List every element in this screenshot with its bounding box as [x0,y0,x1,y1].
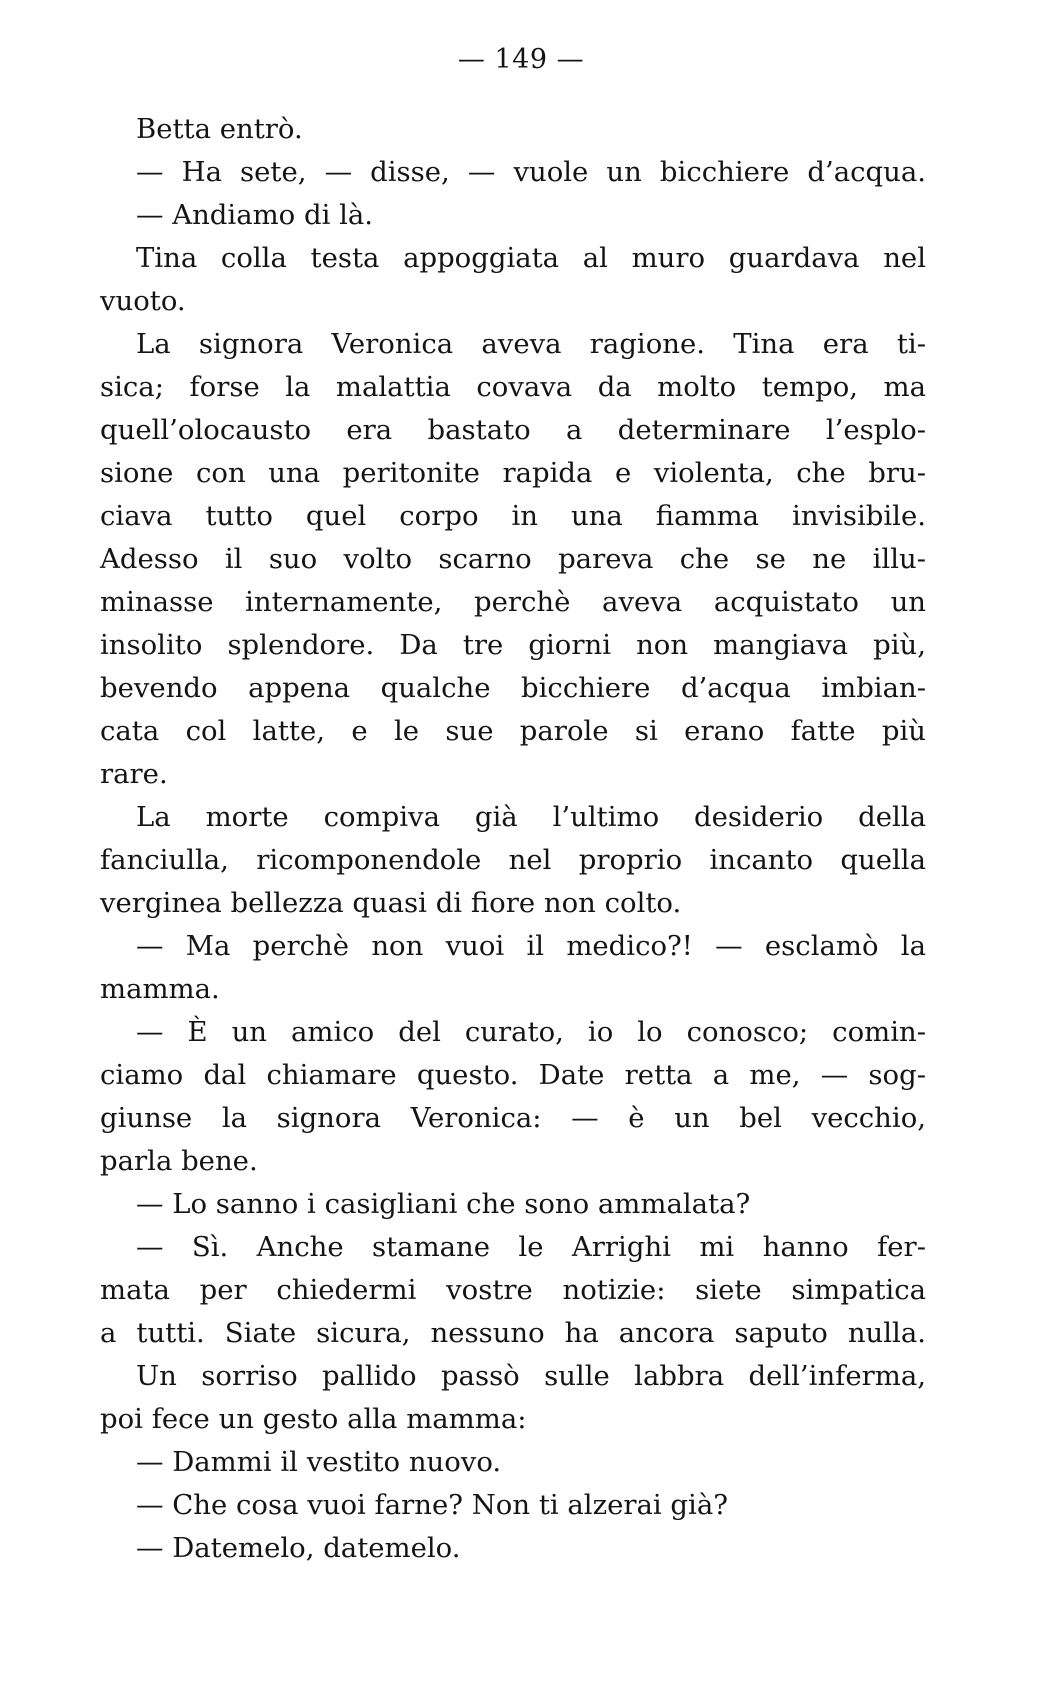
text-line: cata col latte, e le sue parole si erano fatte più [100,715,926,747]
body-text [100,108,926,1570]
text-line: a tutti. Siate sicura, nessuno ha ancora saputo nulla. [100,1317,926,1349]
text-line: — Dammi il vestito nuovo. [136,1446,502,1478]
text-line: — Sì. Anche stamane le Arrighi mi hanno fer- [136,1231,926,1263]
text-line: Tina colla testa appoggiata al muro guardava nel [136,242,926,274]
page-number: — 149 — [457,44,585,75]
text-line: Adesso il suo volto scarno pareva che se ne illu- [100,543,926,575]
text-line: — Ma perchè non vuoi il medico?! — esclamò la [136,930,926,962]
text-line: rare. [100,758,168,790]
text-line: La signora Veronica aveva ragione. Tina era ti- [136,328,926,360]
text-line: parla bene. [100,1145,258,1177]
text-line: mata per chiedermi vostre notizie: siete simpatica [100,1274,926,1306]
text-line: — Datemelo, datemelo. [136,1532,461,1564]
text-line: verginea bellezza quasi di fiore non colto. [100,887,682,919]
text-line: sione con una peritonite rapida e violenta, che bru- [100,457,926,489]
text-line: quell’olocausto era bastato a determinare l’esplo- [100,414,926,446]
text-line: poi fece un gesto alla mamma: [100,1403,527,1435]
text-line: insolito splendore. Da tre giorni non mangiava più, [100,629,926,661]
text-line: — Lo sanno i casigliani che sono ammalata? [136,1188,751,1220]
text-line: — Andiamo di là. [136,199,374,231]
text-line: sica; forse la malattia covava da molto tempo, ma [100,371,926,403]
text-line: — Che cosa vuoi farne? Non ti alzerai già? [136,1489,728,1521]
text-line: ciamo dal chiamare questo. Date retta a me, — sog- [100,1059,926,1091]
text-line: giunse la signora Veronica: — è un bel vecchio, [100,1102,926,1134]
text-line: — Ha sete, — disse, — vuole un bicchiere d’acqua. [136,156,926,188]
text-line: ciava tutto quel corpo in una fiamma invisibile. [100,500,926,532]
text-line: — È un amico del curato, io lo conosco; comin- [136,1016,926,1048]
text-line: Betta entrò. [136,113,303,145]
text-line: Un sorriso pallido passò sulle labbra dell’inferma, [136,1360,926,1392]
text-line: fanciulla, ricomponendole nel proprio incanto quella [100,844,926,876]
text-line: vuoto. [100,285,186,317]
text-line: mamma. [100,973,220,1005]
text-line: minasse internamente, perchè aveva acquistato un [100,586,926,618]
text-line: La morte compiva già l’ultimo desiderio della [136,801,926,833]
text-line: bevendo appena qualche bicchiere d’acqua imbian- [100,672,926,704]
